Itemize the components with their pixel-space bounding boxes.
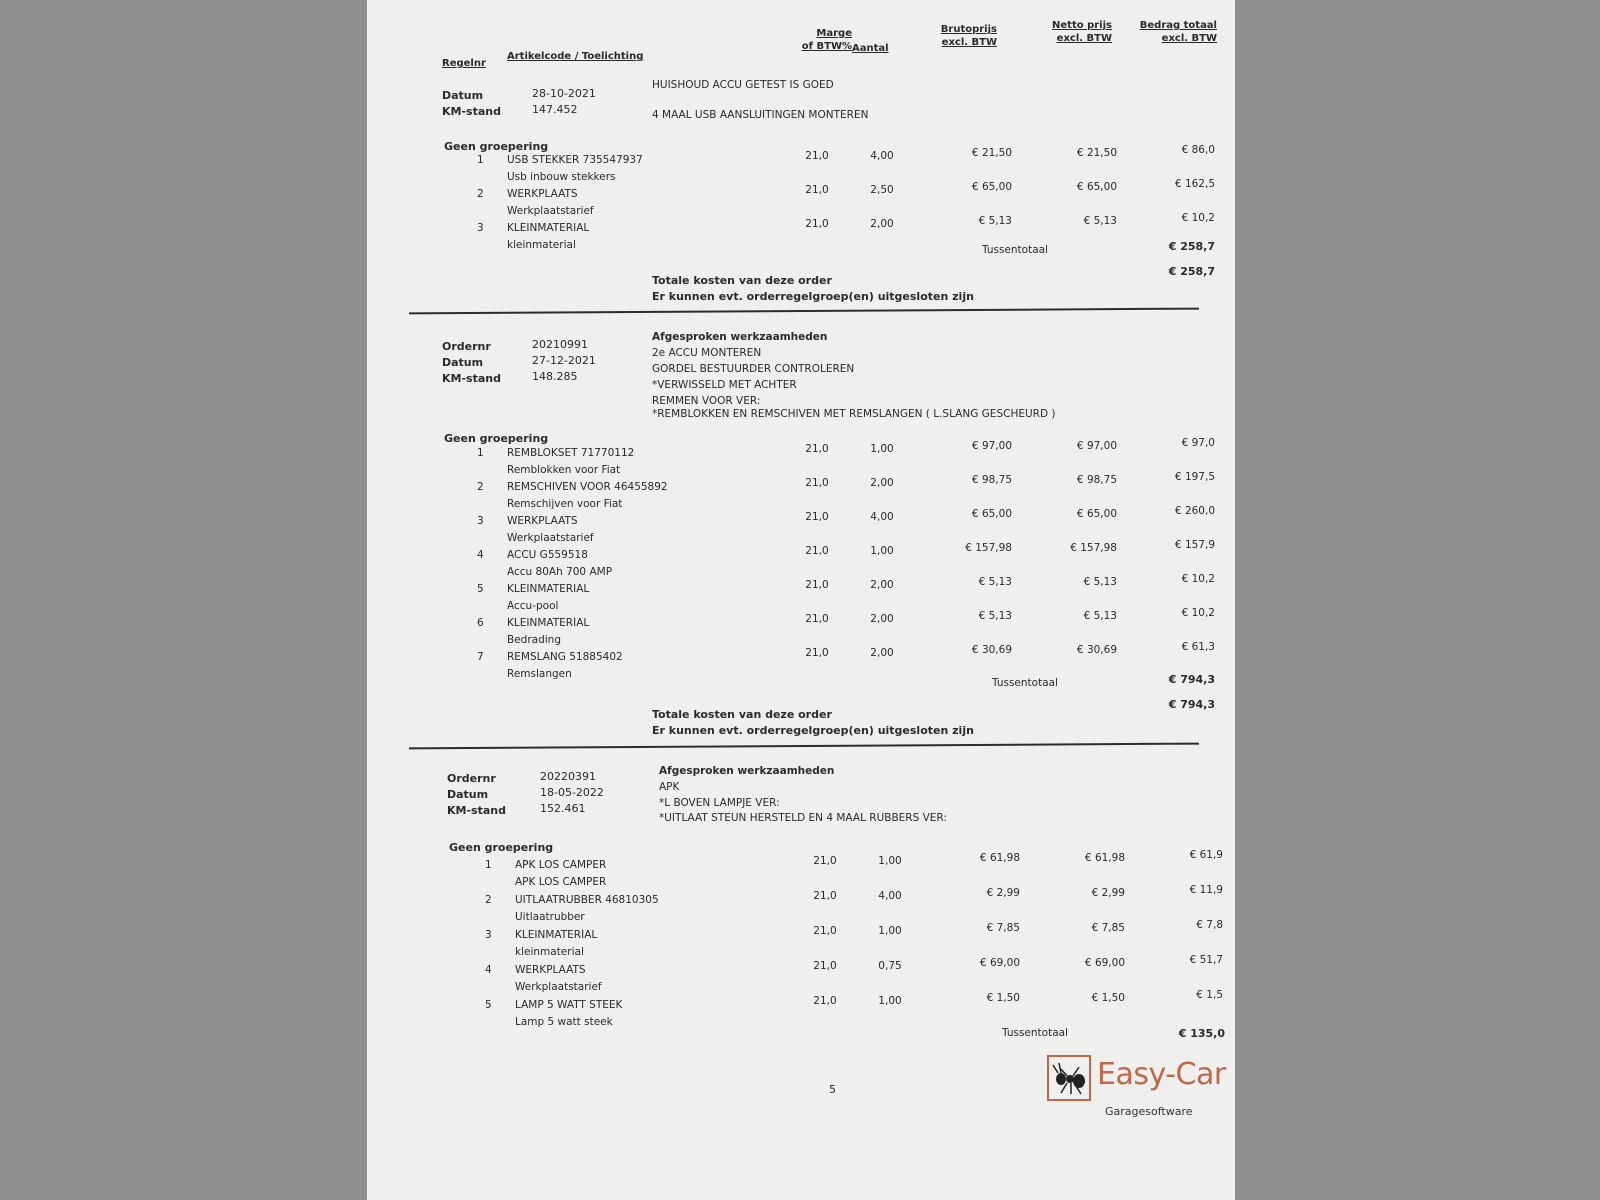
article-description: APK LOS CAMPER [515,876,607,888]
quantity: 2,00 [870,579,894,591]
table-row [367,641,1235,681]
article-description: Usb inbouw stekkers [507,171,616,183]
net-price: € 7,85 [1091,922,1125,934]
vat-percent: 21,0 [805,218,829,230]
work-line: HUISHOUD ACCU GETEST IS GOED [652,79,834,91]
net-price: € 21,50 [1076,147,1117,159]
work-line: 2e ACCU MONTEREN [652,347,762,359]
line-number: 5 [477,583,484,595]
article-description: Remslangen [507,668,572,680]
article-code: KLEINMATERIAL [515,929,598,941]
line-number: 1 [477,154,484,166]
gross-price: € 5,13 [978,215,1012,227]
group-label: Geen groepering [444,140,549,153]
article-description: Bedrading [507,634,561,646]
work-heading: Afgesproken werkzaamheden [659,765,835,777]
quantity: 1,00 [878,925,902,937]
article-description: Remblokken voor Fiat [507,464,621,476]
table-row [375,989,1243,1029]
work-line: APK [659,781,680,793]
datum-label: Datum [447,788,489,801]
table-row [375,954,1243,994]
subtotal-label: Tussentotaal [982,244,1048,256]
document-page [367,0,1235,1200]
exclusion-note: Er kunnen evt. orderregelgroep(en) uitgesloten zijn [652,724,974,737]
article-code: WERKPLAATS [515,964,586,976]
vat-percent: 21,0 [805,579,829,591]
page-number: 5 [829,1083,836,1096]
article-description: Werkplaatstarief [515,981,602,993]
vat-percent: 21,0 [805,150,829,162]
quantity: 0,75 [878,960,902,972]
table-row [367,212,1235,252]
datum-label: Datum [442,89,484,102]
header-bedrag-line2: excl. BTW [1161,33,1217,44]
work-line: 4 MAAL USB AANSLUITINGEN MONTEREN [652,109,869,121]
section-divider [409,308,1199,315]
vat-percent: 21,0 [813,960,837,972]
article-code: WERKPLAATS [507,188,578,200]
article-code: WERKPLAATS [507,515,578,527]
order-km: 148.285 [532,370,578,383]
km-stand-label: KM-stand [442,372,501,385]
line-total: € 197,5 [1174,471,1215,483]
line-total: € 10,2 [1181,573,1215,585]
net-price: € 5,13 [1083,610,1117,622]
header-regelnr: Regelnr [442,58,486,69]
net-price: € 5,13 [1083,215,1117,227]
header-bruto-line1: Brutoprijs [940,24,997,35]
header-netto-line2: excl. BTW [1056,33,1112,44]
header-netto-line1: Netto prijs [1052,20,1112,31]
table-row [367,539,1235,579]
article-description: Accu-pool [507,600,559,612]
line-number: 4 [477,549,484,561]
net-price: € 5,13 [1083,576,1117,588]
gross-price: € 30,69 [971,644,1012,656]
net-price: € 65,00 [1076,508,1117,520]
quantity: 2,00 [870,647,894,659]
work-heading: Afgesproken werkzaamheden [652,331,828,343]
line-number: 3 [477,222,484,234]
line-total: € 162,5 [1174,178,1215,190]
vat-percent: 21,0 [813,890,837,902]
line-total: € 86,0 [1181,144,1215,156]
order-total-label: Totale kosten van deze order [652,708,832,721]
order-total-label: Totale kosten van deze order [652,274,832,287]
km-stand-label: KM-stand [442,105,501,118]
subtotal-amount: € 794,3 [1168,673,1215,686]
vat-percent: 21,0 [805,545,829,557]
line-number: 6 [477,617,484,629]
work-line: *L BOVEN LAMPJE VER: [659,797,780,809]
quantity: 4,00 [870,511,894,523]
line-number: 5 [485,999,492,1011]
vat-percent: 21,0 [813,995,837,1007]
line-total: € 61,3 [1181,641,1215,653]
datum-label: Datum [442,356,484,369]
quantity: 2,00 [870,613,894,625]
article-code: ACCU G559518 [507,549,588,561]
table-row [375,919,1243,959]
order-date: 27-12-2021 [532,354,596,367]
vat-percent: 21,0 [805,443,829,455]
line-total: € 51,7 [1189,954,1223,966]
table-row [367,178,1235,218]
quantity: 2,00 [870,218,894,230]
vat-percent: 21,0 [813,855,837,867]
subtotal-label: Tussentotaal [992,677,1058,689]
line-total: € 61,9 [1189,849,1223,861]
article-code: APK LOS CAMPER [515,859,607,871]
header-netto [1007,19,1112,45]
line-number: 2 [477,481,484,493]
gross-price: € 98,75 [971,474,1012,486]
order-date: 18-05-2022 [540,786,604,799]
order-number: 20220391 [540,770,596,783]
article-description: Lamp 5 watt steek [515,1016,613,1028]
article-description: Remschijven voor Fiat [507,498,623,510]
article-code: KLEINMATERIAL [507,222,590,234]
header-bedrag [1107,19,1217,45]
article-description: kleinmaterial [515,946,584,958]
subtotal-label: Tussentotaal [1002,1027,1068,1039]
logo-name: Easy-Car [1097,1057,1226,1092]
net-price: € 1,50 [1091,992,1125,1004]
line-number: 1 [485,859,492,871]
article-description: Werkplaatstarief [507,532,594,544]
vat-percent: 21,0 [805,613,829,625]
gross-price: € 61,98 [979,852,1020,864]
gross-price: € 157,98 [965,542,1012,554]
line-total: € 7,8 [1196,919,1223,931]
exclusion-note: Er kunnen evt. orderregelgroep(en) uitgesloten zijn [652,290,974,303]
group-label: Geen groepering [444,432,549,445]
net-price: € 61,98 [1084,852,1125,864]
line-number: 1 [477,447,484,459]
gross-price: € 21,50 [971,147,1012,159]
article-code: UITLAATRUBBER 46810305 [515,894,659,906]
article-description: Accu 80Ah 700 AMP [507,566,613,578]
vat-percent: 21,0 [805,477,829,489]
quantity: 4,00 [878,890,902,902]
gross-price: € 7,85 [986,922,1020,934]
line-total: € 97,0 [1181,437,1215,449]
quantity: 2,00 [870,477,894,489]
net-price: € 98,75 [1076,474,1117,486]
quantity: 1,00 [878,995,902,1007]
net-price: € 69,00 [1084,957,1125,969]
gross-price: € 65,00 [971,508,1012,520]
header-marge [767,27,852,53]
gross-price: € 5,13 [978,610,1012,622]
table-row [367,505,1235,545]
gross-price: € 1,50 [986,992,1020,1004]
quantity: 1,00 [870,443,894,455]
quantity: 1,00 [870,545,894,557]
article-code: REMBLOKSET 71770112 [507,447,635,459]
line-number: 3 [477,515,484,527]
vat-percent: 21,0 [805,511,829,523]
work-line: GORDEL BESTUURDER CONTROLEREN [652,363,855,375]
article-code: KLEINMATERIAL [507,617,590,629]
subtotal-amount: € 135,0 [1178,1027,1225,1040]
vat-percent: 21,0 [805,647,829,659]
net-price: € 2,99 [1091,887,1125,899]
line-number: 2 [477,188,484,200]
km-stand-label: KM-stand [447,804,506,817]
article-code: LAMP 5 WATT STEEK [515,999,623,1011]
vat-percent: 21,0 [805,184,829,196]
line-number: 3 [485,929,492,941]
net-price: € 30,69 [1076,644,1117,656]
work-line: *VERWISSELD MET ACHTER [652,379,797,391]
ant-icon [1047,1055,1091,1101]
header-bruto [897,23,997,49]
line-total: € 260,0 [1174,505,1215,517]
article-description: kleinmaterial [507,239,576,251]
line-total: € 11,9 [1189,884,1223,896]
line-number: 7 [477,651,484,663]
table-row [367,573,1235,613]
work-line: *UITLAAT STEUN HERSTELD EN 4 MAAL RUBBERS VER: [659,812,947,824]
quantity: 4,00 [870,150,894,162]
order-km: 147.452 [532,103,578,116]
line-number: 2 [485,894,492,906]
gross-price: € 65,00 [971,181,1012,193]
quantity: 2,50 [870,184,894,196]
table-row [375,849,1243,889]
group-label: Geen groepering [449,841,554,854]
article-code: REMSLANG 51885402 [507,651,623,663]
table-row [367,607,1235,647]
gross-price: € 69,00 [979,957,1020,969]
section-divider [409,743,1199,750]
line-total: € 10,2 [1181,212,1215,224]
table-row [375,884,1243,924]
line-number: 4 [485,964,492,976]
order-number: 20210991 [532,338,588,351]
order-km: 152.461 [540,802,586,815]
easy-car-logo [1047,1055,1227,1125]
order-total-amount: € 794,3 [1168,698,1215,711]
article-code: USB STEKKER 735547937 [507,154,643,166]
gross-price: € 5,13 [978,576,1012,588]
ordernr-label: Ordernr [447,772,496,785]
gross-price: € 97,00 [971,440,1012,452]
line-total: € 157,9 [1174,539,1215,551]
net-price: € 97,00 [1076,440,1117,452]
work-line: REMMEN VOOR VER: [652,395,761,407]
net-price: € 157,98 [1070,542,1117,554]
article-description: Werkplaatstarief [507,205,594,217]
header-marge-line2: of BTW% [801,41,852,52]
logo-tagline: Garagesoftware [1105,1105,1193,1118]
gross-price: € 2,99 [986,887,1020,899]
table-row [367,471,1235,511]
line-total: € 10,2 [1181,607,1215,619]
header-artikel: Artikelcode / Toelichting [507,51,644,62]
work-line: *REMBLOKKEN EN REMSCHIVEN MET REMSLANGEN ( L.SLANG GESCHEURD ) [652,408,1056,420]
header-bedrag-line1: Bedrag totaal [1139,20,1217,31]
order-total-amount: € 258,7 [1168,265,1215,278]
line-total: € 1,5 [1196,989,1223,1001]
article-code: KLEINMATERIAL [507,583,590,595]
order-date: 28-10-2021 [532,87,596,100]
article-description: Uitlaatrubber [515,911,585,923]
ordernr-label: Ordernr [442,340,491,353]
vat-percent: 21,0 [813,925,837,937]
header-bruto-line2: excl. BTW [941,37,997,48]
quantity: 1,00 [878,855,902,867]
net-price: € 65,00 [1076,181,1117,193]
subtotal-amount: € 258,7 [1168,240,1215,253]
article-code: REMSCHIVEN VOOR 46455892 [507,481,668,493]
header-marge-line1: Marge [816,28,852,39]
header-aantal: Aantal [852,43,889,54]
